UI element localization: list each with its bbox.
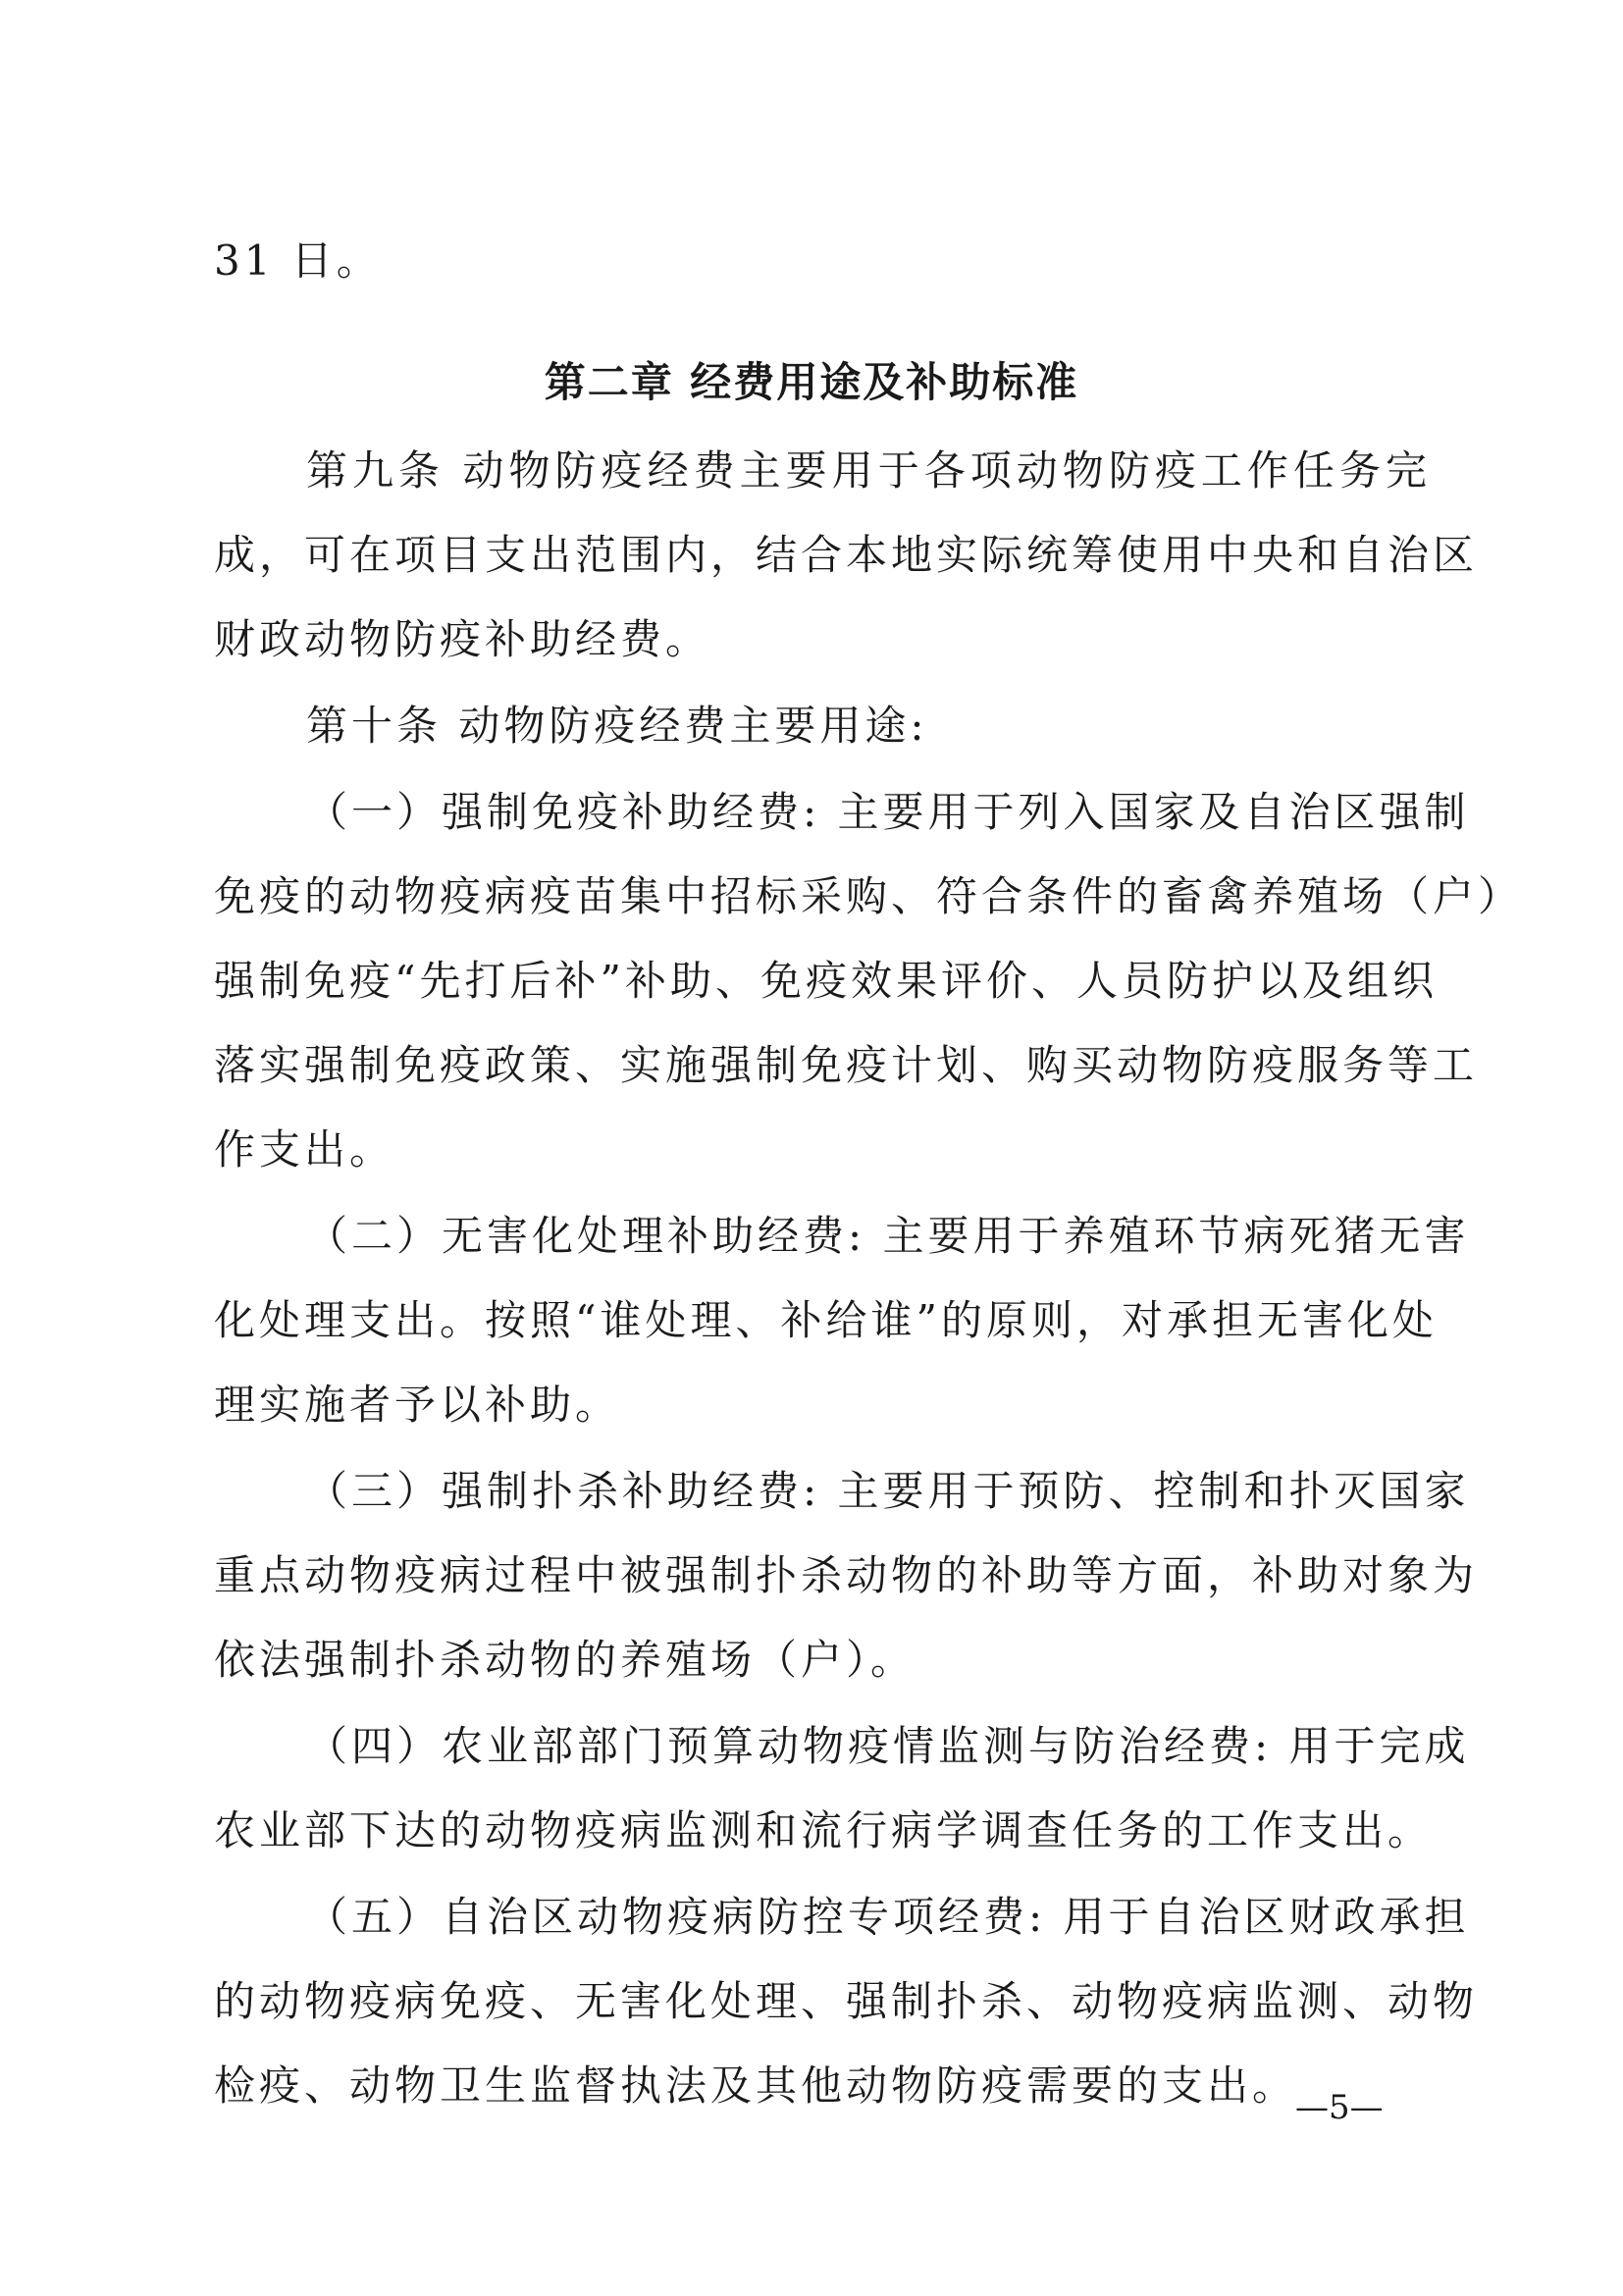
item-3-line-1: （三）强制扑杀补助经费: 主要用于预防、控制和扑灭国家 [306, 1467, 1470, 1515]
article-10-heading: 第十条 动物防疫经费主要用途: [306, 702, 928, 750]
item-1-line-1: （一）强制免疫补助经费: 主要用于列入国家及自治区强制 [306, 788, 1470, 836]
item-1-line-2: 免疫的动物疫病疫苗集中招标采购、符合条件的畜禽养殖场（户） [214, 872, 1524, 920]
article-9-line-1: 第九条 动物防疫经费主要用于各项动物防疫工作任务完 [306, 446, 1431, 495]
item-1-line-5: 作支出。 [214, 1125, 395, 1174]
item-3-line-3: 依法强制扑杀动物的养殖场（户）。 [214, 1636, 916, 1684]
item-4-line-2: 农业部下达的动物疫病监测和流行病学调查任务的工作支出。 [214, 1806, 1434, 1854]
item-1-line-3: 强制免疫“先打后补”补助、免疫效果评价、人员防护以及组织 [214, 957, 1438, 1005]
article-9-line-3: 财政动物防疫补助经费。 [214, 615, 711, 663]
item-3-line-2: 重点动物疫病过程中被强制扑杀动物的补助等方面，补助对象为 [214, 1551, 1479, 1599]
item-5-line-1: （五）自治区动物疫病防控专项经费: 用于自治区财政承担 [306, 1893, 1470, 1941]
item-2-line-1: （二）无害化处理补助经费: 主要用于养殖环节病死猪无害 [306, 1212, 1470, 1260]
text-line-continuation: 31 日。 [214, 236, 382, 285]
item-2-line-3: 理实施者予以补助。 [214, 1381, 621, 1429]
item-2-line-2: 化处理支出。按照“谁处理、补给谁”的原则，对承担无害化处 [214, 1296, 1438, 1344]
page-number: —5— [1295, 2088, 1384, 2127]
chapter-heading: 第二章 经费用途及补助标准 [544, 358, 1079, 406]
item-5-line-3: 检疫、动物卫生监督执法及其他动物防疫需要的支出。 [214, 2061, 1298, 2110]
article-9-line-2: 成，可在项目支出范围内，结合本地实际统筹使用中央和自治区 [214, 531, 1479, 579]
item-5-line-2: 的动物疫病免疫、无害化处理、强制扑杀、动物疫病监测、动物 [214, 1977, 1479, 2025]
item-1-line-4: 落实强制免疫政策、实施强制免疫计划、购买动物防疫服务等工 [214, 1041, 1479, 1089]
item-4-line-1: （四）农业部部门预算动物疫情监测与防治经费: 用于完成 [306, 1722, 1470, 1770]
